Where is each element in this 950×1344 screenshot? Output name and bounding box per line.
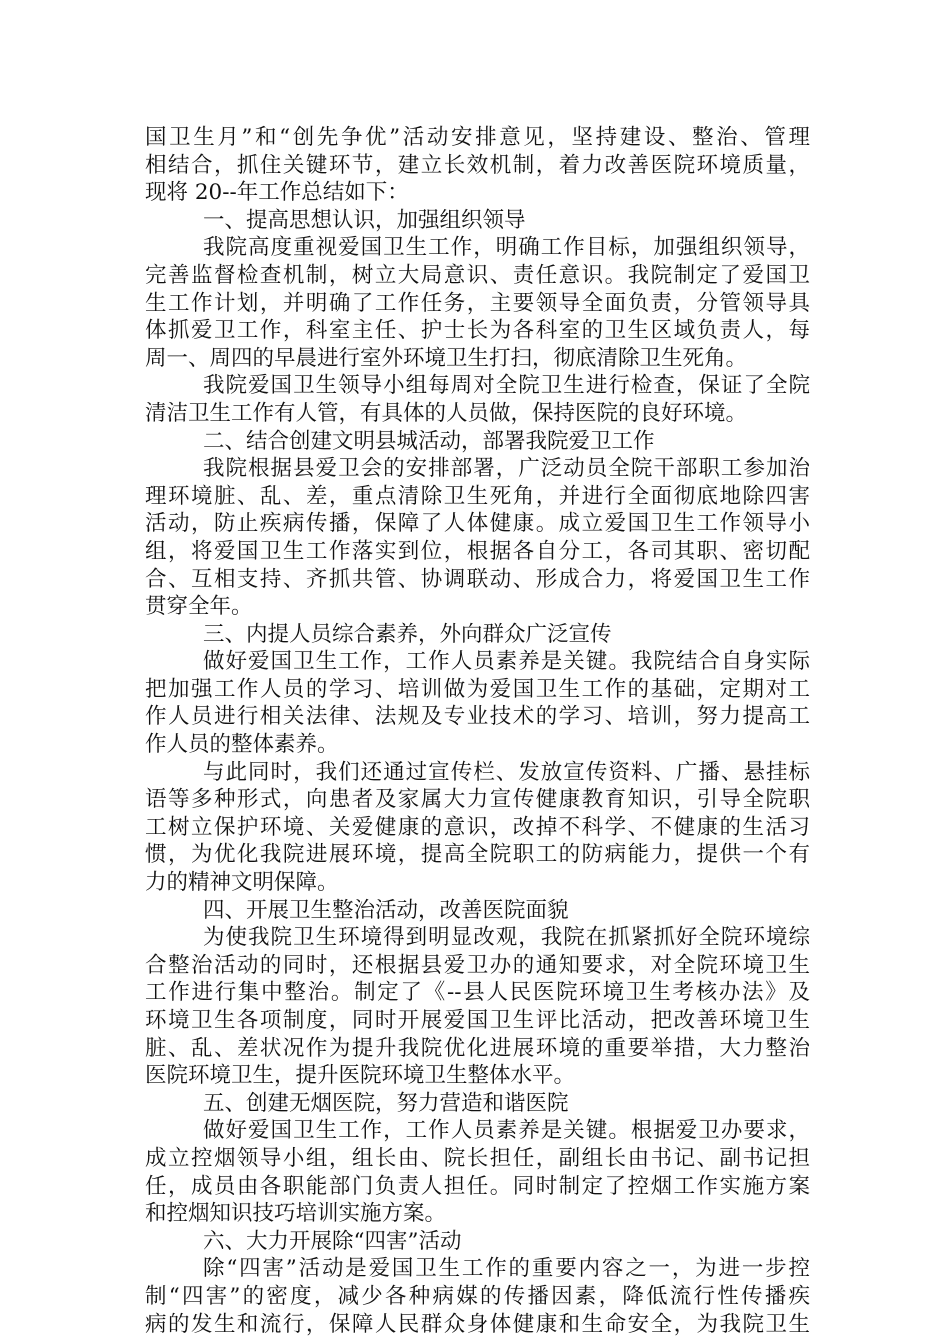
text-line: 体抓爱卫工作，科室主任、护士长为各科室的卫生区域负责人，每: [145, 318, 810, 344]
text-line: 合整治活动的同时，还根据县爱卫办的通知要求，对全院环境卫生: [145, 952, 810, 978]
text-line: 生工作计划，并明确了工作任务，主要领导全面负责，分管领导具: [145, 290, 810, 316]
text-line: 医院环境卫生，提升医院环境卫生整体水平。: [145, 1063, 576, 1089]
text-line: 惯，为优化我院进展环境，提高全院职工的防病能力，提供一个有: [145, 842, 810, 868]
text-line: 脏、乱、差状况作为提升我院优化进展环境的重要举措，大力整治: [145, 1035, 810, 1061]
text-line: 理环境脏、乱、差，重点清除卫生死角，并进行全面彻底地除四害: [145, 483, 810, 509]
text-line: 清洁卫生工作有人管，有具体的人员做，保持医院的良好环境。: [145, 400, 748, 426]
text-line: 任，成员由各职能部门负责人担任。同时制定了控烟工作实施方案: [145, 1173, 810, 1199]
text-line: 制“四害”的密度，减少各种病媒的传播因素，降低流行性传播疾: [145, 1283, 810, 1309]
paragraph-first-line: 我院根据县爱卫会的安排部署，广泛动员全院干部职工参加治: [203, 456, 810, 482]
text-line: 工树立保护环境、关爱健康的意识，改掉不科学、不健康的生活习: [145, 814, 810, 840]
paragraph-first-line: 为使我院卫生环境得到明显改观，我院在抓紧抓好全院环境综: [203, 925, 810, 951]
paragraph-first-line: 三、内提人员综合素养，外向群众广泛宣传: [203, 621, 612, 647]
paragraph-first-line: 六、大力开展除“四害”活动: [203, 1228, 462, 1254]
text-line: 环境卫生各项制度，同时开展爱国卫生评比活动，把改善环境卫生: [145, 1008, 810, 1033]
text-line: 国卫生月”和“创先争优”活动安排意见，坚持建设、整治、管理: [145, 125, 810, 150]
text-line: 合、互相支持、齐抓共管、协调联动、形成合力，将爱国卫生工作: [145, 566, 810, 592]
paragraph-first-line: 与此同时，我们还通过宣传栏、发放宣传资料、广播、悬挂标: [203, 759, 810, 785]
paragraph-first-line: 我院高度重视爱国卫生工作，明确工作目标，加强组织领导，: [203, 235, 810, 261]
text-line: 活动，防止疾病传播，保障了人体健康。成立爱国卫生工作领导小: [145, 511, 810, 537]
paragraph-first-line: 二、结合创建文明县城活动，部署我院爱卫工作: [203, 428, 655, 454]
paragraph-first-line: 除“四害”活动是爱国卫生工作的重要内容之一，为进一步控: [203, 1256, 810, 1282]
text-line: 语等多种形式，向患者及家属大力宣传健康教育知识，引导全院职: [145, 787, 810, 813]
paragraph-first-line: 四、开展卫生整治活动，改善医院面貌: [203, 897, 569, 923]
text-line: 贯穿全年。: [145, 594, 253, 620]
paragraph-first-line: 我院爱国卫生领导小组每周对全院卫生进行检查，保证了全院: [203, 373, 810, 399]
text-line: 力的精神文明保障。: [145, 870, 339, 896]
text-line: 病的发生和流行，保障人民群众身体健康和生命安全，为我院卫生: [145, 1311, 810, 1337]
text-line: 组，将爱国卫生工作落实到位，根据各自分工，各司其职、密切配: [145, 538, 810, 564]
paragraph-first-line: 五、创建无烟医院，努力营造和谐医院: [203, 1090, 569, 1116]
text-line: 工作进行集中整治。制定了《--县人民医院环境卫生考核办法》及: [145, 980, 810, 1006]
text-line: 作人员的整体素养。: [145, 732, 339, 758]
paragraph-first-line: 做好爱国卫生工作，工作人员素养是关键。我院结合自身实际: [203, 649, 810, 675]
text-line: 和控烟知识技巧培训实施方案。: [145, 1201, 447, 1227]
paragraph-first-line: 一、提高思想认识，加强组织领导: [203, 207, 526, 233]
text-line: 现将 20--年工作总结如下：: [145, 180, 409, 206]
paragraph-first-line: 做好爱国卫生工作，工作人员素养是关键。根据爱卫办要求，: [203, 1118, 810, 1144]
text-line: 作人员进行相关法律、法规及专业技术的学习、培训，努力提高工: [145, 704, 810, 730]
text-line: 周一、周四的早晨进行室外环境卫生打扫，彻底清除卫生死角。: [145, 345, 748, 371]
text-line: 相结合，抓住关键环节，建立长效机制，着力改善医院环境质量，: [145, 152, 810, 178]
text-line: 把加强工作人员的学习、培训做为爱国卫生工作的基础，定期对工: [145, 676, 810, 702]
text-line: 成立控烟领导小组，组长由、院长担任，副组长由书记、副书记担: [145, 1145, 810, 1171]
document-body: [145, 124, 810, 1338]
text-line: 完善监督检查机制，树立大局意识、责任意识。我院制定了爱国卫: [145, 262, 810, 288]
